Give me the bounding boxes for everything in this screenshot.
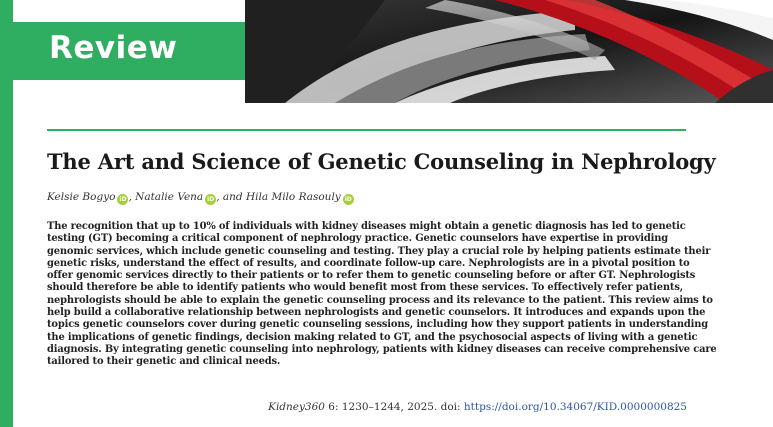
abstract-line: genomic services, which include genetic counseling and testing. They play a crucial role by helping patients estimate their xyxy=(47,245,711,257)
author-separator: , and xyxy=(216,191,246,203)
abstract-line: offer genomic services directly to their patients or to refer them to genetic counseling before or after GT. Nephrologists xyxy=(47,270,696,282)
author-name[interactable]: Kelsie Bogyo xyxy=(47,191,116,203)
doi-link[interactable]: https://doi.org/10.34067/KID.0000000825 xyxy=(463,401,687,413)
article-title: The Art and Science of Genetic Counseling in Nephrology xyxy=(47,149,716,174)
banner-photo-image xyxy=(245,0,773,103)
abstract-line: nephrologists should be able to explain the genetic counseling process and its relevance to the patient. This review aims to xyxy=(47,294,713,306)
abstract-line: tailored to their genetic and clinical needs. xyxy=(47,356,281,368)
abstract-line: genetic risks, understand the effect of results, and coordinate follow-up care. Nephrologists are in a pivotal position to xyxy=(47,257,690,269)
author-separator: , xyxy=(128,191,136,203)
abstract-line: topics genetic counselors cover during genetic counseling sessions, including how they support patients in understanding xyxy=(47,319,709,331)
abstract-line: should therefore be able to identify patients who would benefit most from these services. To effectively refer patients, xyxy=(47,282,684,294)
section-label: Review xyxy=(49,30,178,66)
abstract-line: The recognition that up to 10% of individuals with kidney diseases might obtain a genetic diagnosis has led to genetic xyxy=(47,221,686,232)
journal-name: Kidney360 xyxy=(268,401,325,413)
orcid-icon[interactable]: iD xyxy=(344,196,352,203)
abstract xyxy=(47,221,717,369)
citation-details: 6: 1230–1244, 2025. doi: xyxy=(324,401,464,413)
orcid-icon[interactable]: iD xyxy=(207,196,215,203)
author-list xyxy=(47,191,354,205)
abstract-line: help build a collaborative relationship between nephrologists and genetic counselors. It introduces and expands upon the xyxy=(47,307,706,319)
left-accent-stripe xyxy=(0,0,13,427)
abstract-line: diagnosis. By integrating genetic counseling into nephrology, patients with kidney diseases can receive comprehensive care xyxy=(47,343,717,355)
abstract-line: testing (GT) becoming a critical component of nephrology practice. Genetic counselors have expertise in providing xyxy=(47,233,669,245)
orcid-icon[interactable]: iD xyxy=(119,196,127,203)
title-divider xyxy=(47,129,686,131)
author-name[interactable]: Natalie Vena xyxy=(135,191,204,203)
citation xyxy=(268,401,687,413)
author-name[interactable]: Hila Milo Rasouly xyxy=(245,191,341,203)
abstract-line: the implications of genetic findings, decision making related to GT, and the psychosocial aspects of living with a genetic xyxy=(47,331,698,343)
